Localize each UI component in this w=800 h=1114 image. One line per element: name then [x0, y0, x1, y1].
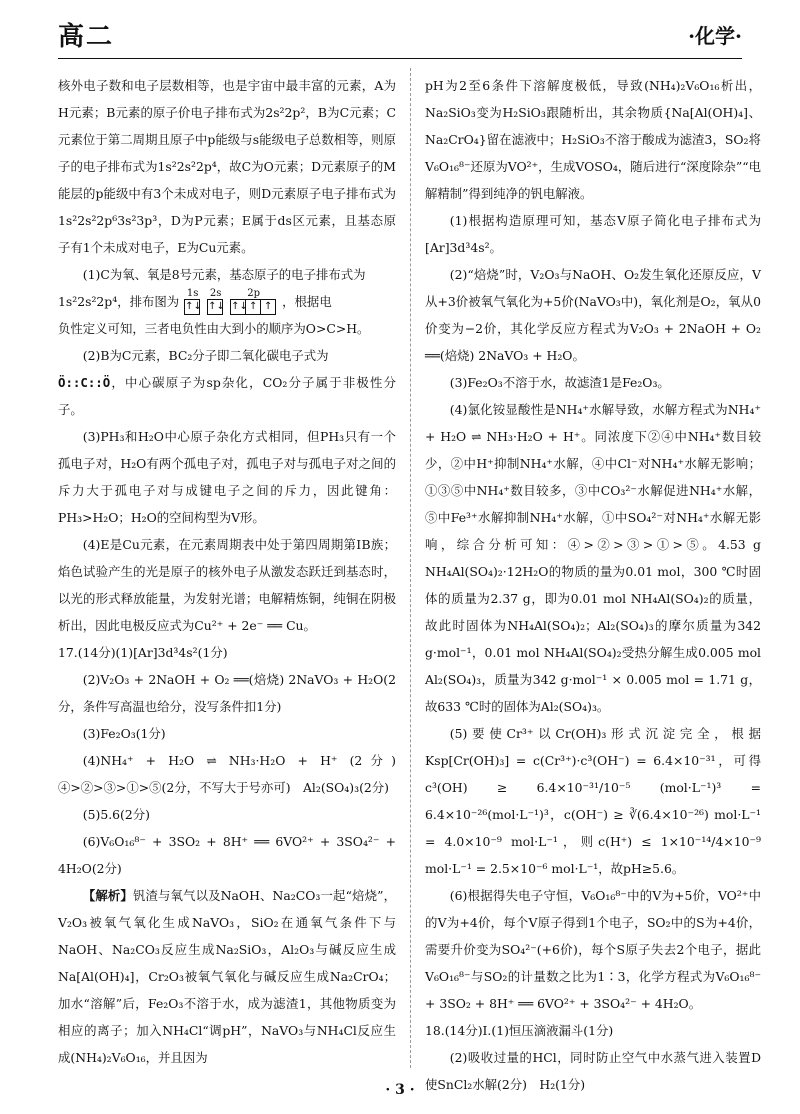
orbital-diagram-line: [58, 288, 396, 315]
orbital-2s: [208, 288, 223, 315]
page-header: [58, 6, 742, 60]
orbital-2p-label: 2p: [247, 288, 261, 299]
orbital-2s-label: 2s: [209, 288, 222, 299]
left-column: [58, 72, 409, 1071]
page-number: · 3 ·: [385, 1082, 415, 1098]
answer-2-body: [58, 369, 396, 423]
q17-part3: (3)Fe₂O₃(1分): [82, 726, 166, 741]
analysis-continued: pH为2至6条件下溶解度极低，导致(NH₄)₂V₆O₁₆析出，Na₂SiO₃变为H₂SiO₃跟随析出，其余物质{Na[Al(OH)₄]、Na₂CrO₄}留在滤液中；H₂SiO₃不溶于酸成为滤渣3，SO₂将V₆O₁₆⁸⁻还原为VO²⁺，生成VOSO₄，随后进行“深度除杂”“电解精制”得到纯净的钒电解液。: [425, 78, 761, 201]
subject-label: ·化学·: [688, 24, 742, 48]
explain-2: (2)“焙烧”时，V₂O₃与NaOH、O₂发生氧化还原反应，V从+3价被氧气氧化为+5价(NaVO₃中)，氧化剂是O₂，氧从0价变为−2价，其化学反应方程式为V₂O₃ + 2NaOH + O₂ ══(焙烧) 2NaVO₃ + H₂O。: [425, 267, 761, 363]
orbital-2p: [231, 288, 276, 315]
intro-paragraph: 核外电子数和电子层数相等，也是宇宙中最丰富的元素，A为H元素；B元素的原子价电子排布式为2s²2p²，B为C元素；C元素位于第二周期且原子中p能级与s能级电子总数相等，则原子的电子排布式为1s²2s²2p⁴，故C为O元素；D元素原子的M能层的p能级中有3个未成对电子，则D元素原子电子排布式为1s²2s²2p⁶3s²3p³，D为P元素；E属于ds区元素，且基态原子有1个未成对电子，E为Cu元素。: [58, 78, 396, 255]
explain-1: (1)根据构造原理可知，基态V原子简化电子排布式为[Ar]3d³4s²。: [425, 213, 761, 255]
answer-2-rest: ，中心碳原子为sp杂化，CO₂分子属于非极性分子。: [58, 375, 396, 417]
orbital-1s: [185, 288, 200, 315]
right-column: [425, 72, 761, 1098]
q17-part1: 17.(14分)(1)[Ar]3d³4s²(1分): [58, 645, 228, 660]
explain-5: (5)要使Cr³⁺以Cr(OH)₃形式沉淀完全，根据Ksp[Cr(OH)₃] = c(Cr³⁺)·c³(OH⁻) = 6.4×10⁻³¹，可得c³(OH) ≥ 6.4×10⁻³¹/10⁻⁵ (mol·L⁻¹)³ = 6.4×10⁻²⁶(mol·L⁻¹)³，c(OH⁻) ≥ ∛(6.4×10⁻²⁶) mol·L⁻¹ = 4.0×10⁻⁹ mol·L⁻¹，则c(H⁺) ≤ 1×10⁻¹⁴/4×10⁻⁹ mol·L⁻¹ = 2.5×10⁻⁶ mol·L⁻¹，故pH≥5.6。: [425, 726, 761, 876]
column-divider: [410, 68, 411, 1068]
answer-4: (4)E是Cu元素，在元素周期表中处于第四周期第ⅠB族；焰色试验产生的光是原子的核外电子从激发态跃迁到基态时，以光的形式释放能量，为发射光谱；电解精炼铜，纯铜在阴极析出，因此电极反应式为Cu²⁺ + 2e⁻ ══ Cu。: [58, 537, 396, 633]
q17-part6: (6)V₆O₁₆⁸⁻ + 3SO₂ + 8H⁺ ══ 6VO²⁺ + 3SO₄²⁻ + 4H₂O(2分): [58, 834, 396, 876]
electron-config: 1s²2s²2p⁴，排布图为: [58, 294, 180, 309]
orbital-box: ↑↓: [207, 299, 223, 315]
q17-part5: (5)5.6(2分): [82, 807, 150, 822]
analysis-label: 【解析】: [82, 888, 133, 903]
q18-part2: (2)吸收过量的HCl，同时防止空气中水蒸气进入装置D使SnCl₂水解(2分) H₂(1分): [425, 1050, 761, 1092]
answer-2-intro: (2)B为C元素，BC₂分子即二氧化碳电子式为: [82, 348, 329, 363]
explain-3: (3)Fe₂O₃不溶于水，故滤渣1是Fe₂O₃。: [449, 375, 670, 390]
orbital-box: ↑↓: [184, 299, 200, 315]
answer-3: (3)PH₃和H₂O中心原子杂化方式相同，但PH₃只有一个孤电子对，H₂O有两个孤电子对，孤电子对与孤电子对之间的斥力大于孤电子对与成键电子之间的斥力，因此键角：PH₃>H₂O；H₂O的空间构型为V形。: [58, 429, 396, 525]
explain-4: (4)氯化铵显酸性是NH₄⁺水解导致，水解方程式为NH₄⁺ + H₂O ⇌ NH₃·H₂O + H⁺。同浓度下②④中NH₄⁺数目较少，②中H⁺抑制NH₄⁺水解，④中Cl⁻对NH₄⁺水解无影响；①③⑤中NH₄⁺数目较多，③中CO₃²⁻水解促进NH₄⁺水解，⑤中Fe³⁺水解抑制NH₄⁺水解，①中SO₄²⁻对NH₄⁺水解无影响，综合分析可知：④>②>③>①>⑤。4.53 g NH₄Al(SO₄)₂·12H₂O的物质的量为0.01 mol，300 ℃时固体的质量为2.37 g，即为0.01 mol NH₄Al(SO₄)₂的质量，故此时固体为NH₄Al(SO₄)₂；Al₂(SO₄)₃的摩尔质量为342 g·mol⁻¹，0.01 mol NH₄Al(SO₄)₂受热分解生成0.005 mol Al₂(SO₄)₃，质量为342 g·mol⁻¹ × 0.005 mol = 1.71 g，故633 ℃时的固体为Al₂(SO₄)₃。: [425, 402, 761, 714]
answer-1-conclusion: 负性定义可知，三者电负性由大到小的顺序为O>C>H。: [58, 321, 370, 336]
orbital-after-text: ，根据电: [282, 294, 332, 309]
analysis-text: 钒渣与氧气以及NaOH、Na₂CO₃一起“焙烧”，V₂O₃被氧气氧化生成NaVO₃，SiO₂在通氧气条件下与NaOH、Na₂CO₃反应生成Na₂SiO₃，Al₂O₃与碱反应生成Na[Al(OH)₄]，Cr₂O₃被氧气氧化与碱反应生成Na₂CrO₄；加水“溶解”后，Fe₂O₃不溶于水，成为滤渣1，其他物质变为相应的离子；加入NH₄Cl“调pH”，NaVO₃与NH₄Cl反应生成(NH₄)₂V₆O₁₆，并且因为: [58, 888, 396, 1065]
explain-6: (6)根据得失电子守恒，V₆O₁₆⁸⁻中的V为+5价，VO²⁺中的V为+4价，每个V原子得到1个电子，SO₂中的S为+4价，需要升价变为SO₄²⁻(+6价)，每个S原子失去2个电子，据此V₆O₁₆⁸⁻与SO₂的计量数之比为1∶3，化学方程式为V₆O₁₆⁸⁻ + 3SO₂ + 8H⁺ ══ 6VO²⁺ + 3SO₄²⁻ + 4H₂O。: [425, 888, 761, 1011]
header-rule: [58, 58, 742, 59]
orbital-1s-label: 1s: [186, 288, 199, 299]
grade-label: 高二: [58, 22, 115, 52]
answer-1-intro: (1)C为氧、氧是8号元素，基态原子的电子排布式为: [82, 267, 366, 282]
orbital-box: ↑↓: [230, 299, 246, 315]
orbital-box: ↑: [260, 299, 276, 315]
q17-part4: (4)NH₄⁺ + H₂O ⇌ NH₃·H₂O + H⁺ (2分) ④>②>③>①>⑤(2分，不写大于号亦可) Al₂(SO₄)₃(2分): [58, 753, 409, 795]
q17-part2: (2)V₂O₃ + 2NaOH + O₂ ══(焙烧) 2NaVO₃ + H₂O(2分，条件写高温也给分，没写条件扣1分): [58, 672, 396, 714]
co2-lewis-structure: Ö::C::Ö: [58, 375, 111, 390]
analysis-paragraph: [58, 882, 396, 1071]
orbital-box: ↑: [245, 299, 261, 315]
q18-part1: 18.(14分)Ⅰ.(1)恒压滴液漏斗(1分): [425, 1023, 614, 1038]
